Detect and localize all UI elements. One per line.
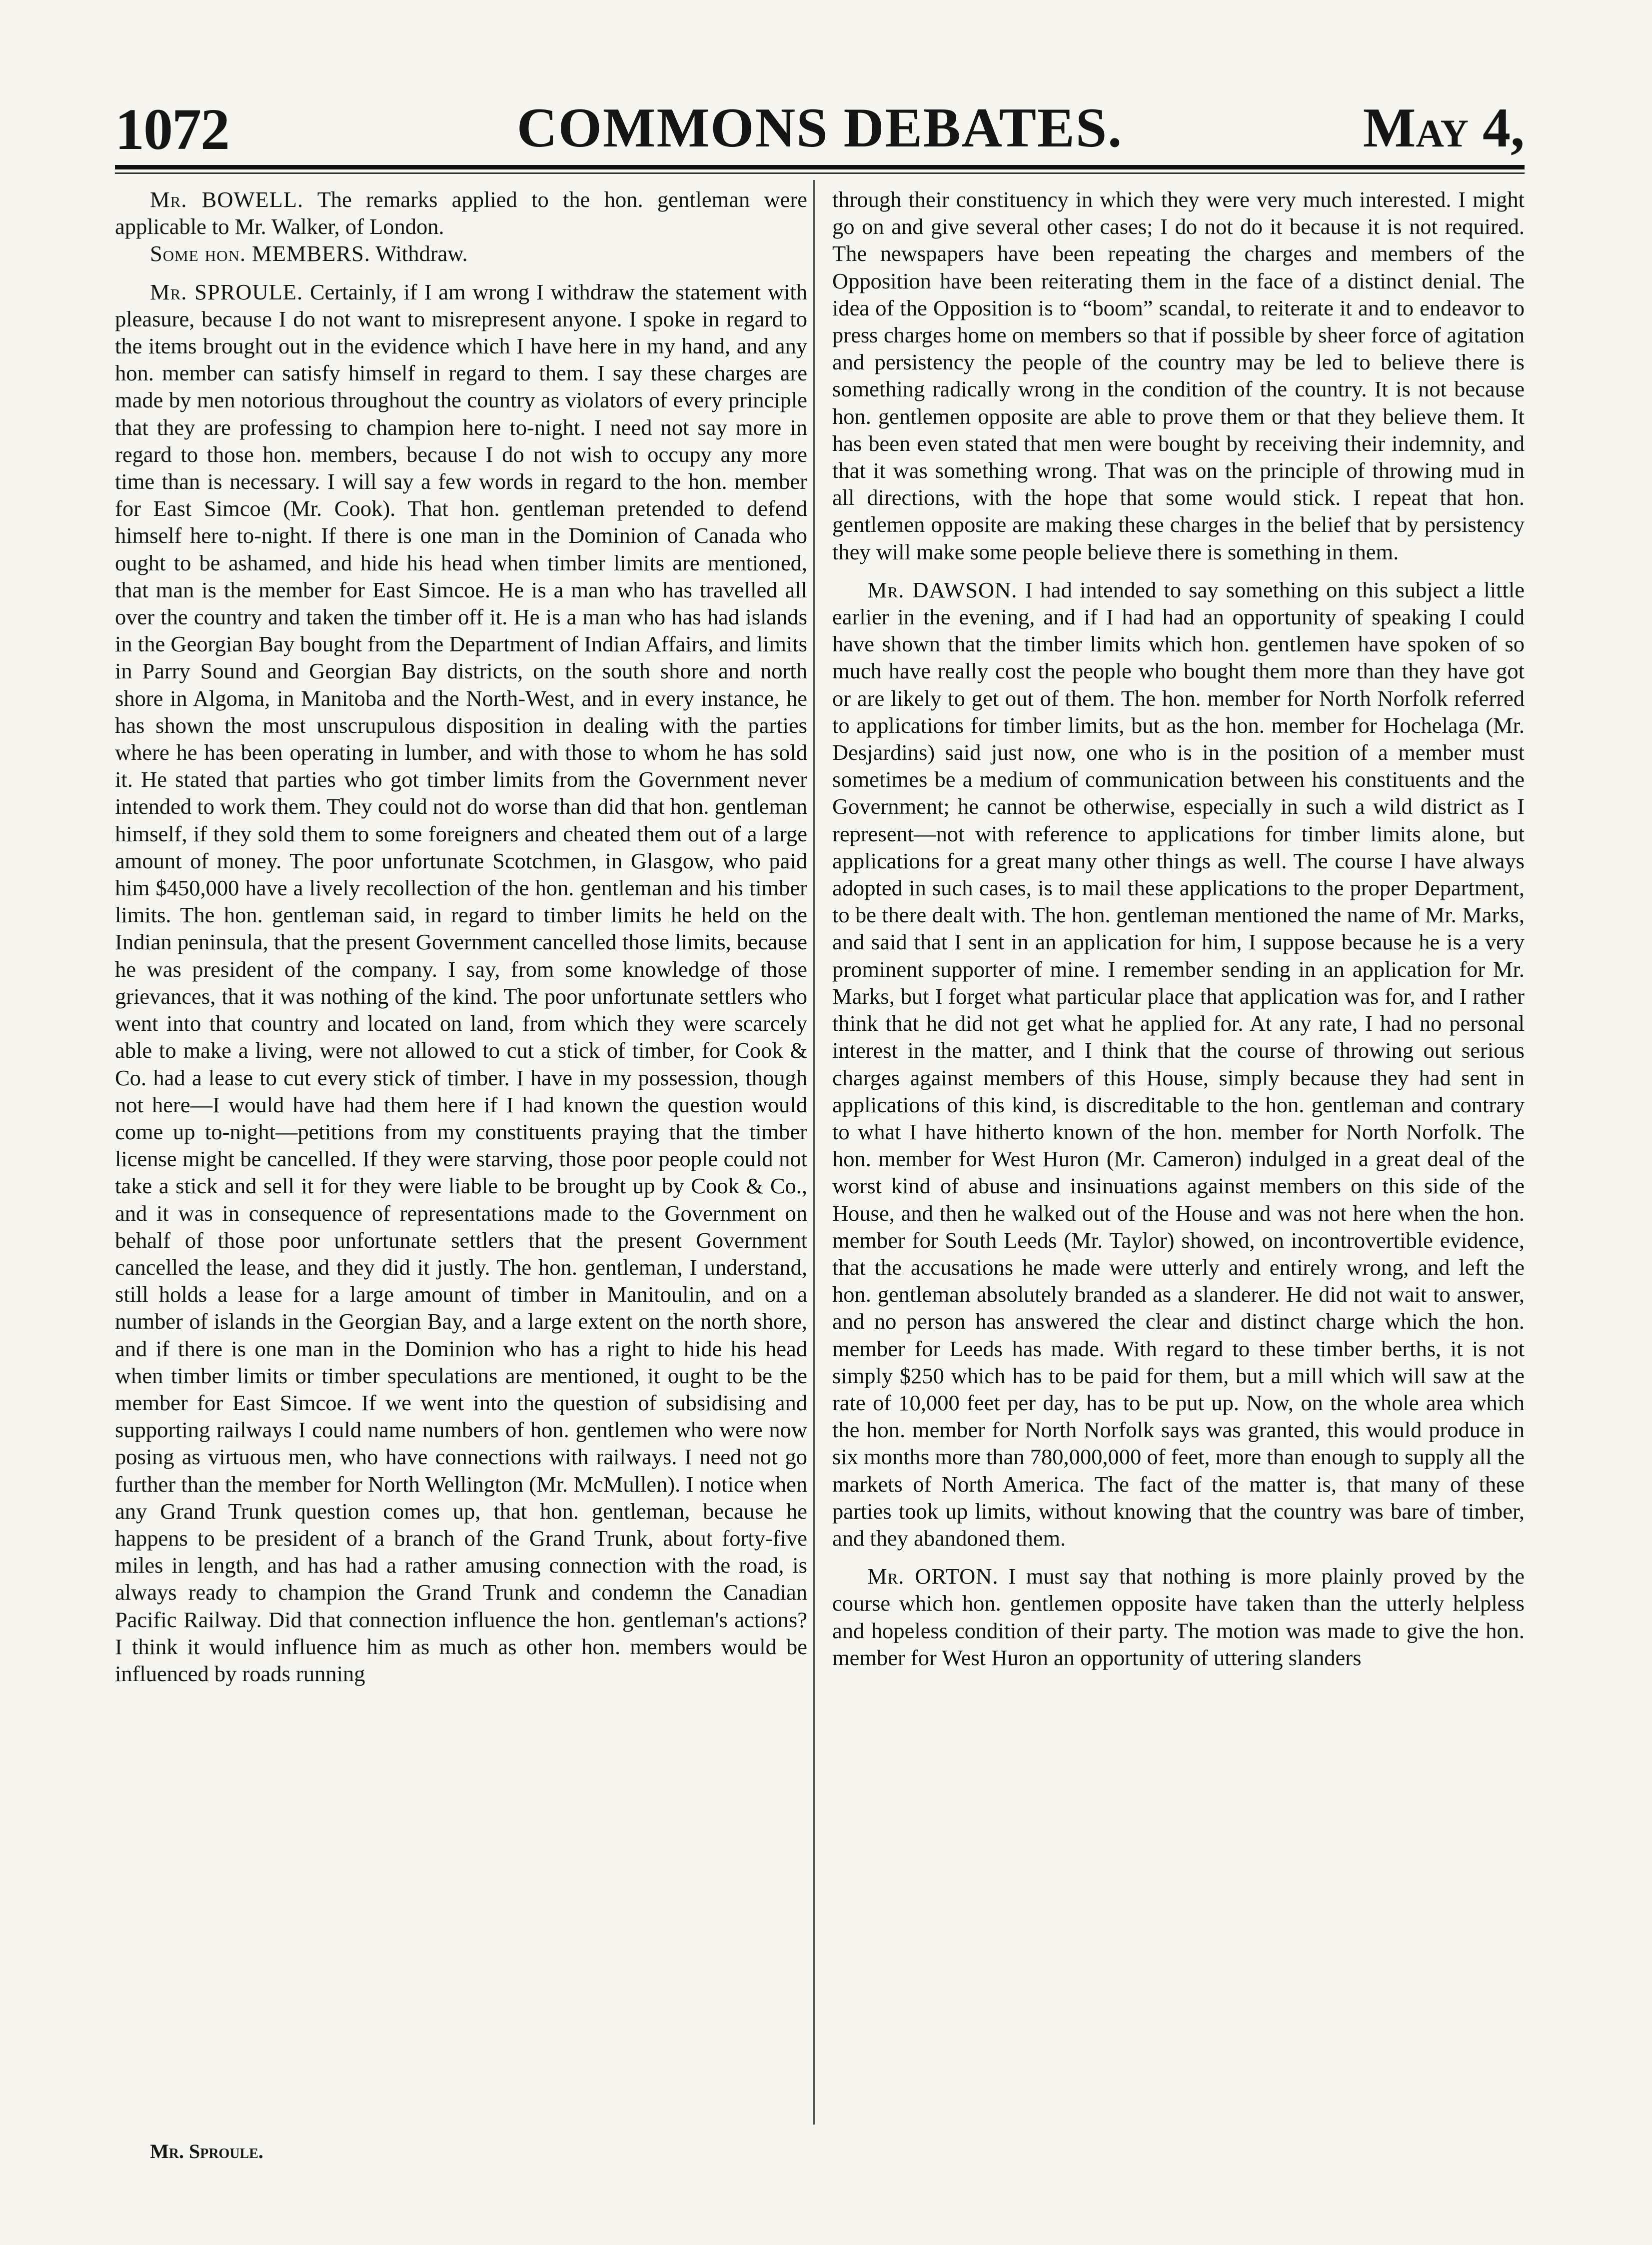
header-rule-thick [115,165,1525,169]
page-header [115,96,1525,165]
speech-text: I must say that nothing is more plainly proved by the course which hon. gentlemen opposite have taken than the utterly helpless and hopeless condition of their party. The motion was made to give the hon. member for West Huron an opportunity of uttering slanders [832,1564,1525,1670]
column-divider [813,180,815,2125]
paragraph [115,186,807,240]
paragraph [832,1563,1525,1671]
speech-text: Certainly, if I am wrong I withdraw the statement with pleasure, because I do not want to misrepresent anyone. I spoke in regard to the items brought out in the evidence which I have here in my hand, and any hon. member can satisfy himself in regard to them. I say these charges are made by men notorious throughout the country as violators of every principle that they are professing to champion here to-night. I need not say more in regard to those hon. members, because I do not wish to occupy any more time than is necessary. I will say a few words in regard to the hon. member for East Simcoe (Mr. Cook). That hon. gentleman pretended to defend himself here to-night. If there is one man in the Dominion of Canada who ought to be ashamed, and hide his head when timber limits are mentioned, that man is the member for East Simcoe. He is a man who has travelled all over the country and taken the timber off it. He is a man who has had islands in the Georgian Bay bought from the Department of Indian Affairs, and limits in Parry Sound and Georgian Bay districts, on the south shore and north shore in Algoma, in Manitoba and the North-West, and in every instance, he has shown the most unscrupulous disposition in dealing with the parties where he has been operating in lumber, and with those to whom he has sold it. He stated that parties who got timber limits from the Government never intended to work them. They could not do worse than did that hon. gentleman himself, if they sold them to some foreigners and cheated them out of a large amount of money. The poor unfortunate Scotchmen, in Glasgow, who paid him $450,000 have a lively recollection of the hon. gentleman and his timber limits. The hon. gentleman said, in regard to timber limits he held on the Indian peninsula, that the present Government cancelled those limits, because he was president of the company. I say, from some knowledge of those grievances, that it was nothing of the kind. The poor unfortunate settlers who went into that country and located on land, from which they were scarcely able to make a living, were not allowed to cut a stick of timber, for Cook & Co. had a lease to cut every stick of timber. I have in my possession, though not here—I would have had them here if I had known the question would come up to-night—petitions from my constituents praying that the timber license might be cancelled. If they were starving, those poor people could not take a stick and sell it for they were liable to be brought up by Cook & Co., and it was in consequence of representations made to the Government on behalf of those poor unfortunate settlers that the present Government cancelled the lease, and they did it justly. The hon. gentleman, I understand, still holds a lease for a large amount of timber in Manitoulin, and on a number of islands in the Georgian Bay, and a large extent on the north shore, and if there is one man in the Dominion who has a right to hide his head when timber limits or timber speculations are mentioned, it ought to be the member for East Simcoe. If we went into the question of subsidising and supporting railways I could name numbers of hon. gentlemen who were now posing as virtuous men, who have connections with railways. I need not go further than the member for North Wellington (Mr. McMullen). I notice when any Grand Trunk question comes up, that hon. gentleman, because he happens to be president of a branch of the Grand Trunk, about forty-five miles in length, and has had a rather amusing connection with the road, is always ready to champion the Grand Trunk and condemn the Canadian Pacific Railway. Did that connection influence the hon. gentleman's actions? I think it would influence him as much as other hon. members would be influenced by roads running [115,279,807,1686]
right-column [832,186,1525,2126]
speaker-name: Mr. SPROULE. [150,279,303,304]
speaker-name: Some hon. MEMBERS. [150,241,370,266]
paragraph [115,278,807,1688]
speech-text: The remarks applied to the hon. gentleman were applicable to Mr. Walker, of London. [115,187,807,239]
speech-text: through their constituency in which they were very much interested. I might go on and give several other cases; I do not do it because it is not required. The newspapers have been repeating the charges and members of the Opposition have been reiterating them in the face of a distinct denial. The idea of the Opposition is to “boom” scandal, to reiterate it and to endeavor to press charges home on members so that if possible by sheer force of agitation and persistency the people of the country may be led to believe there is something radically wrong in the condition of the country. It is not because hon. gentlemen opposite are able to prove them or that they believe them. It has been even stated that men were bought by receiving their indemnity, and that it was something wrong. That was on the principle of throwing mud in all directions, with the hope that some would stick. I repeat that hon. gentlemen opposite are making these charges in the belief that by persistency they will make some people believe there is something in them. [832,187,1525,564]
left-column [115,186,807,2126]
page-number: 1072 [115,96,229,162]
paragraph [832,186,1525,565]
paragraph [832,576,1525,1552]
speech-text: I had intended to say something on this subject a little earlier in the evening, and if I had had an opportunity of speaking I could have shown that the timber limits which hon. gentlemen have spoken of so much have really cost the people who bought them more than they have got or are likely to get out of them. The hon. member for North Norfolk referred to applications for timber limits, but as the hon. member for Hochelaga (Mr. Desjardins) said just now, one who is in the position of a member must sometimes be a medium of communication between his constituents and the Government; he cannot be otherwise, especially in such a wild district as I represent—not with reference to applications for timber limits alone, but applications for a great many other things as well. The course I have always adopted in such cases, is to mail these applications to the proper Department, to be there dealt with. The hon. gentleman mentioned the name of Mr. Marks, and said that I sent in an application for him, I suppose because he is a very prominent supporter of mine. I remember sending in an application for Mr. Marks, but I forget what particular place that application was for, and I rather think that he did not get what he applied for. At any rate, I had no personal interest in the matter, and I think that the course of throwing out serious charges against members of this House, simply because they had sent in applications of this kind, is discreditable to the hon. gentleman and contrary to what I have hitherto known of the hon. member for North Norfolk. The hon. member for West Huron (Mr. Cameron) indulged in a great deal of the worst kind of abuse and insinuations against members on this side of the House, and then he walked out of the House and was not here when the hon. member for South Leeds (Mr. Taylor) showed, on incontrovertible evidence, that the accusations he made were utterly and entirely wrong, and left the hon. gentleman absolutely branded as a slanderer. He did not wait to answer, and no person has answered the clear and distinct charge which the hon. member for Leeds has made. With regard to these timber berths, it is not simply $250 which has to be paid for them, but a mill which will saw at the rate of 10,000 feet per day, has to be put up. Now, on the whole area which the hon. member for North Norfolk says was granted, this would produce in six months more than 780,000,000 of feet, more than enough to supply all the markets of North America. The fact of the matter is, that many of these parties took up limits, without knowing that the country was bare of timber, and they abandoned them. [832,577,1525,1551]
publication-title: COMMONS DEBATES. [516,97,1123,159]
paragraph [115,240,807,267]
speech-text: Withdraw. [375,241,468,266]
catchword: Mr. Sproule. [150,2140,263,2163]
header-rule-thin [115,172,1525,174]
speaker-name: Mr. ORTON. [867,1564,999,1589]
speaker-name: Mr. DAWSON. [867,577,1018,602]
speaker-name: Mr. BOWELL. [150,187,304,212]
page-date: May 4, [1363,97,1525,159]
